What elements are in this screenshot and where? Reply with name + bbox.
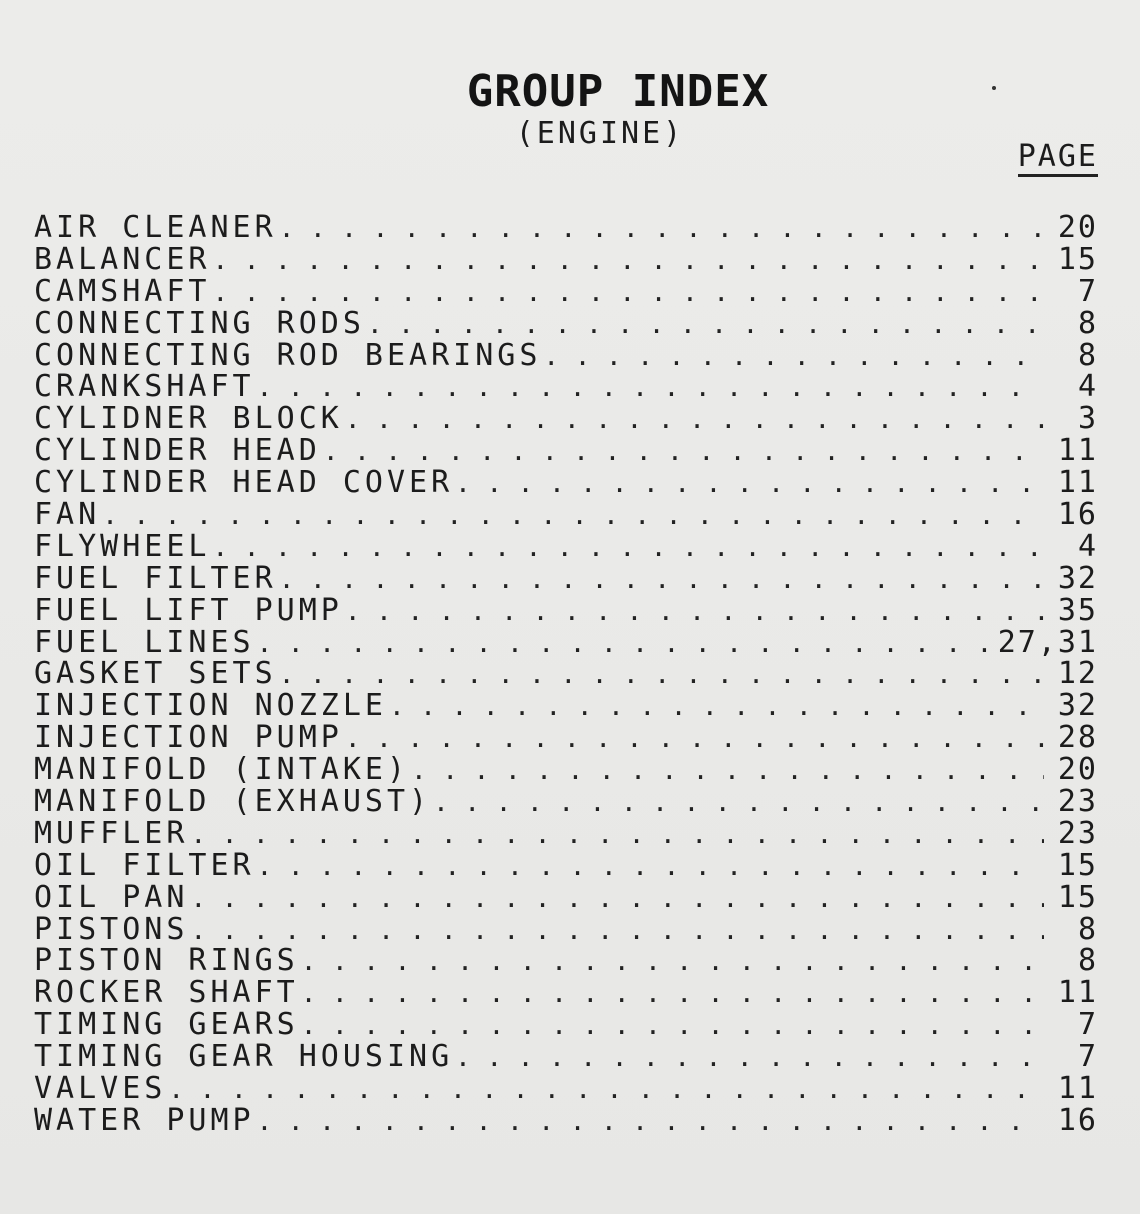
entry-page-number: 7 <box>1077 1039 1098 1075</box>
index-entry <box>34 1041 1098 1073</box>
dot-leader <box>100 501 1044 533</box>
index-entry <box>34 977 1098 1009</box>
dot-leader <box>277 660 1044 692</box>
entry-page-number: 32 <box>1057 688 1098 724</box>
dot-leader <box>211 278 1045 310</box>
entry-label: FLYWHEEL <box>34 528 211 564</box>
entry-label: CYLINDER HEAD <box>34 433 321 469</box>
entry-page-number: 23 <box>1057 815 1098 851</box>
entry-page-number: 35 <box>1057 592 1098 628</box>
index-entry <box>34 592 1098 628</box>
entry-page-number: 32 <box>1057 560 1098 596</box>
entry-page-number: 4 <box>1077 528 1098 564</box>
dot-leader <box>365 310 1044 342</box>
entry-page-number: 8 <box>1077 305 1098 341</box>
index-entry <box>34 435 1098 467</box>
index-entry <box>34 403 1098 435</box>
entry-label: FUEL LINES <box>34 624 255 660</box>
entry-page-number: 27,31 <box>997 624 1098 660</box>
entry-label: PISTON RINGS <box>34 943 299 979</box>
index-entry <box>34 879 1098 915</box>
entry-page-number: 16 <box>1057 497 1098 533</box>
entry-page-number: 20 <box>1057 752 1098 788</box>
dot-leader <box>541 342 1044 374</box>
dot-leader <box>255 373 1044 405</box>
entry-label: VALVES <box>34 1071 167 1107</box>
index-entry <box>34 499 1098 531</box>
dot-leader <box>188 916 1044 948</box>
entry-label: FAN <box>34 497 101 533</box>
index-entry <box>34 754 1098 786</box>
dot-leader <box>277 214 1044 246</box>
entry-page-number: 20 <box>1057 210 1098 245</box>
index-entry <box>34 241 1098 277</box>
entry-label: GASKET SETS <box>34 656 277 692</box>
entry-page-number: 12 <box>1057 656 1098 692</box>
index-entry <box>34 528 1098 564</box>
index-entry <box>34 658 1098 690</box>
dot-leader <box>299 979 1044 1011</box>
index-entry <box>34 371 1098 403</box>
entry-label: FUEL FILTER <box>34 560 277 596</box>
entry-label: BALANCER <box>34 241 211 277</box>
stray-mark <box>992 86 996 90</box>
index-entry <box>34 560 1098 596</box>
entry-page-number: 11 <box>1057 1071 1098 1107</box>
dot-leader <box>211 246 1045 278</box>
dot-leader <box>431 788 1044 820</box>
entry-page-number: 8 <box>1077 943 1098 979</box>
page-title: GROUP INDEX <box>466 66 770 117</box>
dot-leader <box>211 533 1045 565</box>
dot-leader <box>188 820 1044 852</box>
index-entry <box>34 815 1098 851</box>
page-subtitle: (ENGINE) <box>515 116 685 151</box>
dot-leader <box>166 1075 1044 1107</box>
index-entry <box>34 1102 1098 1138</box>
index-entry <box>34 624 1098 660</box>
page-column-header: PAGE <box>1018 140 1098 177</box>
index-entry <box>34 722 1098 754</box>
entry-page-number: 15 <box>1057 241 1098 277</box>
entry-page-number: 4 <box>1077 369 1098 405</box>
entry-label: CAMSHAFT <box>34 273 211 309</box>
entry-label: MANIFOLD (INTAKE) <box>34 752 410 788</box>
entry-label: CONNECTING ROD BEARINGS <box>34 337 542 373</box>
entry-label: ROCKER SHAFT <box>34 975 299 1011</box>
dot-leader <box>343 405 1044 437</box>
index-entry <box>34 786 1098 818</box>
entry-page-number: 7 <box>1077 273 1098 309</box>
entry-label: TIMING GEAR HOUSING <box>34 1039 454 1075</box>
dot-leader <box>255 1107 1044 1139</box>
entry-label: CYLINDER HEAD COVER <box>34 465 454 501</box>
index-entry <box>34 911 1098 947</box>
dot-leader <box>255 852 1044 884</box>
index-entry <box>34 305 1098 341</box>
entry-page-number: 8 <box>1077 911 1098 947</box>
dot-leader <box>453 1043 1044 1075</box>
entry-page-number: 15 <box>1057 879 1098 915</box>
dot-leader <box>387 692 1044 724</box>
index-entry <box>34 467 1098 499</box>
entry-page-number: 8 <box>1077 337 1098 373</box>
entry-page-number: 7 <box>1077 1007 1098 1043</box>
dot-leader <box>343 724 1044 756</box>
index-entry <box>34 273 1098 309</box>
dot-leader <box>188 884 1044 916</box>
entry-label: OIL FILTER <box>34 847 255 883</box>
entry-label: CONNECTING RODS <box>34 305 365 341</box>
entry-page-number: 23 <box>1057 784 1098 820</box>
entry-label: WATER PUMP <box>34 1102 255 1138</box>
entry-label: INJECTION NOZZLE <box>34 688 387 724</box>
index-entry <box>34 337 1098 373</box>
index-entry <box>34 1073 1098 1105</box>
entry-page-number: 3 <box>1077 401 1098 437</box>
entry-label: TIMING GEARS <box>34 1007 299 1043</box>
entry-page-number: 11 <box>1057 975 1098 1011</box>
index-entry <box>34 847 1098 883</box>
entry-page-number: 15 <box>1057 847 1098 883</box>
dot-leader <box>343 597 1044 629</box>
entry-label: AIR CLEANER <box>34 210 277 245</box>
entry-page-number: 11 <box>1057 465 1098 501</box>
entry-page-number: 11 <box>1057 433 1098 469</box>
entry-label: MANIFOLD (EXHAUST) <box>34 784 432 820</box>
entry-label: INJECTION PUMP <box>34 720 343 756</box>
entry-label: CRANKSHAFT <box>34 369 255 405</box>
index-entry <box>34 945 1098 977</box>
dot-leader <box>409 756 1044 788</box>
dot-leader <box>277 565 1044 597</box>
group-index-list <box>34 212 1098 1137</box>
entry-page-number: 16 <box>1057 1102 1098 1138</box>
entry-page-number: 28 <box>1057 720 1098 756</box>
dot-leader <box>299 947 1044 979</box>
entry-label: CYLIDNER BLOCK <box>34 401 343 437</box>
entry-label: PISTONS <box>34 911 189 947</box>
entry-label: FUEL LIFT PUMP <box>34 592 343 628</box>
index-entry <box>34 1009 1098 1041</box>
dot-leader <box>453 469 1044 501</box>
entry-label: MUFFLER <box>34 815 189 851</box>
index-entry <box>34 212 1098 244</box>
index-entry <box>34 690 1098 722</box>
entry-label: OIL PAN <box>34 879 189 915</box>
dot-leader <box>255 629 988 661</box>
